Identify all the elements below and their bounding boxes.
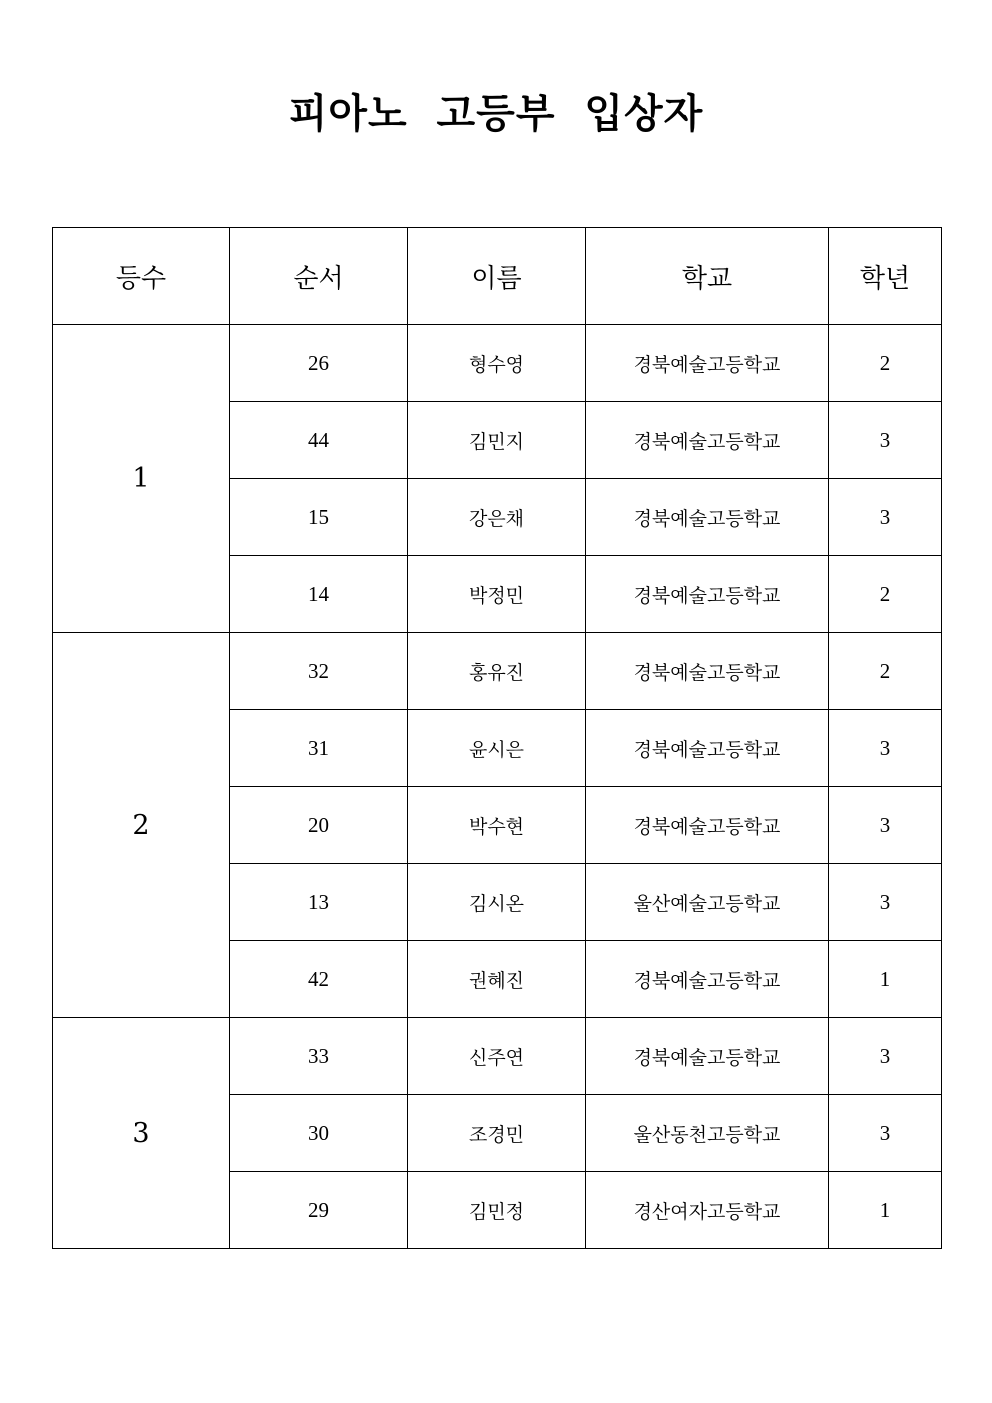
name-cell: 강은채 (408, 479, 586, 556)
school-cell: 울산동천고등학교 (586, 1095, 829, 1172)
name-cell: 홍유진 (408, 633, 586, 710)
school-cell: 경북예술고등학교 (586, 941, 829, 1018)
name-cell: 형수영 (408, 325, 586, 402)
name-cell: 권혜진 (408, 941, 586, 1018)
table-row (53, 325, 942, 402)
grade-cell: 3 (829, 1018, 942, 1095)
name-cell: 김민정 (408, 1172, 586, 1249)
grade-cell: 2 (829, 325, 942, 402)
grade-cell: 1 (829, 1172, 942, 1249)
order-cell: 33 (230, 1018, 408, 1095)
header-rank: 등수 (53, 228, 230, 325)
grade-cell: 3 (829, 864, 942, 941)
name-cell: 박정민 (408, 556, 586, 633)
header-grade: 학년 (829, 228, 942, 325)
order-cell: 44 (230, 402, 408, 479)
name-cell: 윤시은 (408, 710, 586, 787)
table-row (53, 633, 942, 710)
school-cell: 경북예술고등학교 (586, 1018, 829, 1095)
name-cell: 김시온 (408, 864, 586, 941)
order-cell: 20 (230, 787, 408, 864)
header-row (53, 228, 942, 325)
school-cell: 경북예술고등학교 (586, 633, 829, 710)
school-cell: 경북예술고등학교 (586, 787, 829, 864)
name-cell: 박수현 (408, 787, 586, 864)
header-order: 순서 (230, 228, 408, 325)
school-cell: 경북예술고등학교 (586, 402, 829, 479)
grade-cell: 3 (829, 787, 942, 864)
school-cell: 경산여자고등학교 (586, 1172, 829, 1249)
grade-cell: 2 (829, 556, 942, 633)
rank-cell: 1 (53, 325, 230, 633)
name-cell: 김민지 (408, 402, 586, 479)
school-cell: 경북예술고등학교 (586, 710, 829, 787)
winners-table (52, 227, 942, 1249)
school-cell: 울산예술고등학교 (586, 864, 829, 941)
header-name: 이름 (408, 228, 586, 325)
order-cell: 32 (230, 633, 408, 710)
order-cell: 42 (230, 941, 408, 1018)
rank-cell: 2 (53, 633, 230, 1018)
rank-cell: 3 (53, 1018, 230, 1249)
order-cell: 30 (230, 1095, 408, 1172)
school-cell: 경북예술고등학교 (586, 479, 829, 556)
order-cell: 15 (230, 479, 408, 556)
school-cell: 경북예술고등학교 (586, 325, 829, 402)
order-cell: 31 (230, 710, 408, 787)
order-cell: 14 (230, 556, 408, 633)
page-title: 피아노 고등부 입상자 (288, 91, 704, 137)
table-row (53, 1018, 942, 1095)
order-cell: 29 (230, 1172, 408, 1249)
header-school: 학교 (586, 228, 829, 325)
grade-cell: 3 (829, 1095, 942, 1172)
grade-cell: 3 (829, 402, 942, 479)
grade-cell: 1 (829, 941, 942, 1018)
order-cell: 13 (230, 864, 408, 941)
order-cell: 26 (230, 325, 408, 402)
grade-cell: 3 (829, 479, 942, 556)
name-cell: 신주연 (408, 1018, 586, 1095)
grade-cell: 2 (829, 633, 942, 710)
name-cell: 조경민 (408, 1095, 586, 1172)
school-cell: 경북예술고등학교 (586, 556, 829, 633)
grade-cell: 3 (829, 710, 942, 787)
